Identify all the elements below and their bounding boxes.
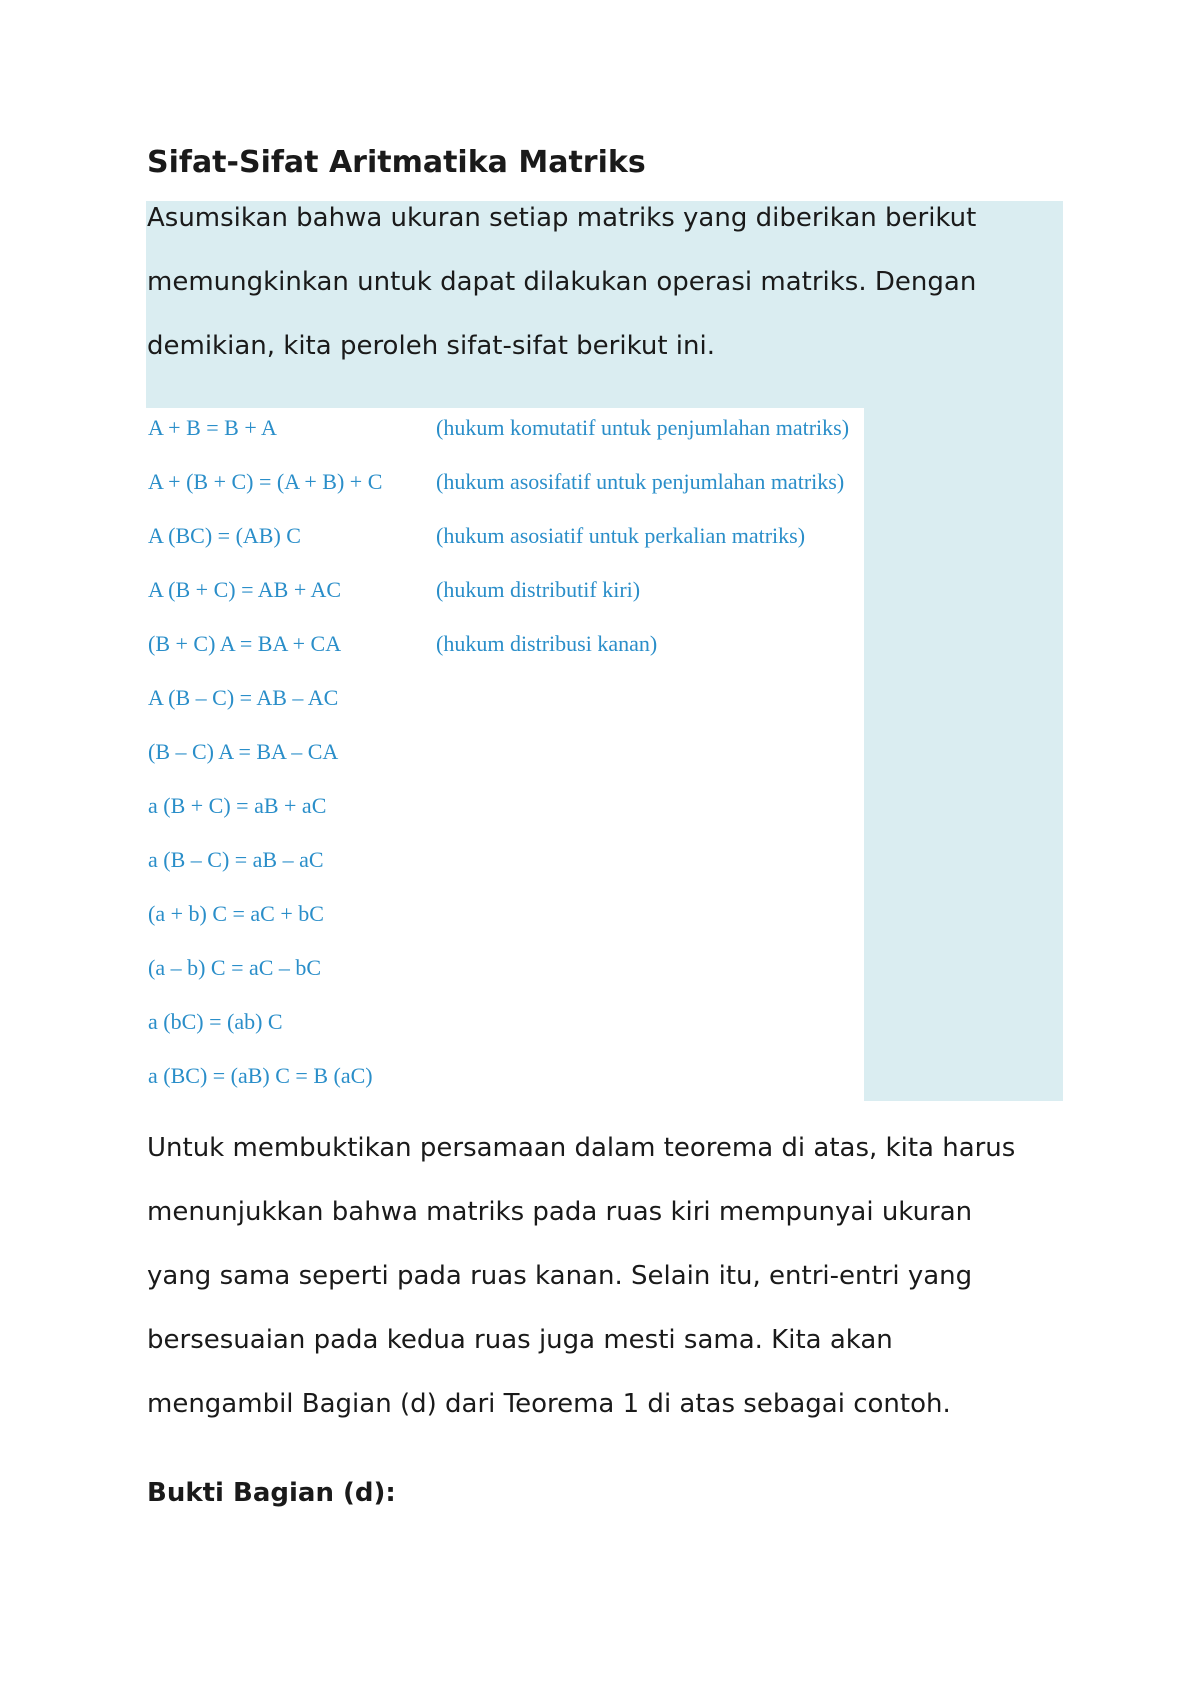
formula-row bbox=[146, 574, 864, 606]
body-paragraph-line: mengambil Bagian (d) dari Teorema 1 di atas sebagai contoh. bbox=[147, 1389, 951, 1419]
formula-row bbox=[146, 1006, 864, 1038]
formula-equation: (a + b) C = aC + bC bbox=[148, 901, 324, 926]
page-title: Sifat-Sifat Aritmatika Matriks bbox=[147, 145, 646, 180]
formula-equation: a (bC) = (ab) C bbox=[148, 1009, 283, 1034]
body-paragraph-line: bersesuaian pada kedua ruas juga mesti sama. Kita akan bbox=[147, 1325, 893, 1355]
formula-equation: A (B + C) = AB + AC bbox=[148, 577, 342, 602]
formula-equation: A + B = B + A bbox=[148, 415, 277, 440]
matrix-properties-image bbox=[146, 408, 864, 1101]
formula-equation: a (BC) = (aB) C = B (aC) bbox=[148, 1063, 373, 1088]
formula-law-name: (hukum asosifatif untuk penjumlahan matriks) bbox=[436, 469, 845, 494]
formula-equation: a (B + C) = aB + aC bbox=[148, 793, 327, 818]
formula-row bbox=[146, 790, 864, 822]
formula-law-name: (hukum distributif kiri) bbox=[436, 577, 641, 602]
body-paragraph-line: Untuk membuktikan persamaan dalam teorema di atas, kita harus bbox=[147, 1133, 1016, 1163]
formula-row bbox=[146, 898, 864, 930]
formula-equation: (B – C) A = BA – CA bbox=[148, 739, 339, 764]
formula-row bbox=[146, 412, 864, 444]
formula-equation: a (B – C) = aB – aC bbox=[148, 847, 324, 872]
intro-line: memungkinkan untuk dapat dilakukan operasi matriks. Dengan bbox=[147, 267, 977, 297]
formula-row bbox=[146, 736, 864, 768]
formula-row bbox=[146, 628, 864, 660]
section-heading: Bukti Bagian (d): bbox=[147, 1478, 396, 1508]
formula-row bbox=[146, 520, 864, 552]
formula-row bbox=[146, 952, 864, 984]
body-paragraph-line: menunjukkan bahwa matriks pada ruas kiri mempunyai ukuran bbox=[147, 1197, 973, 1227]
formula-row bbox=[146, 682, 864, 714]
body-paragraph-line: yang sama seperti pada ruas kanan. Selain itu, entri-entri yang bbox=[147, 1261, 973, 1291]
formula-law-name: (hukum asosiatif untuk perkalian matriks) bbox=[436, 523, 806, 548]
formula-equation: A (BC) = (AB) C bbox=[148, 523, 301, 548]
formula-equation: A (B – C) = AB – AC bbox=[148, 685, 339, 710]
intro-line: demikian, kita peroleh sifat-sifat berikut ini. bbox=[147, 331, 715, 361]
formula-equation: (a – b) C = aC – bC bbox=[148, 955, 322, 980]
formula-law-name: (hukum distribusi kanan) bbox=[436, 631, 658, 656]
formula-row bbox=[146, 466, 864, 498]
formula-row bbox=[146, 844, 864, 876]
intro-line: Asumsikan bahwa ukuran setiap matriks yang diberikan berikut bbox=[147, 203, 977, 233]
formula-row bbox=[146, 1060, 864, 1092]
formula-law-name: (hukum komutatif untuk penjumlahan matriks) bbox=[436, 415, 850, 440]
formula-equation: (B + C) A = BA + CA bbox=[148, 631, 342, 656]
formula-equation: A + (B + C) = (A + B) + C bbox=[148, 469, 383, 494]
